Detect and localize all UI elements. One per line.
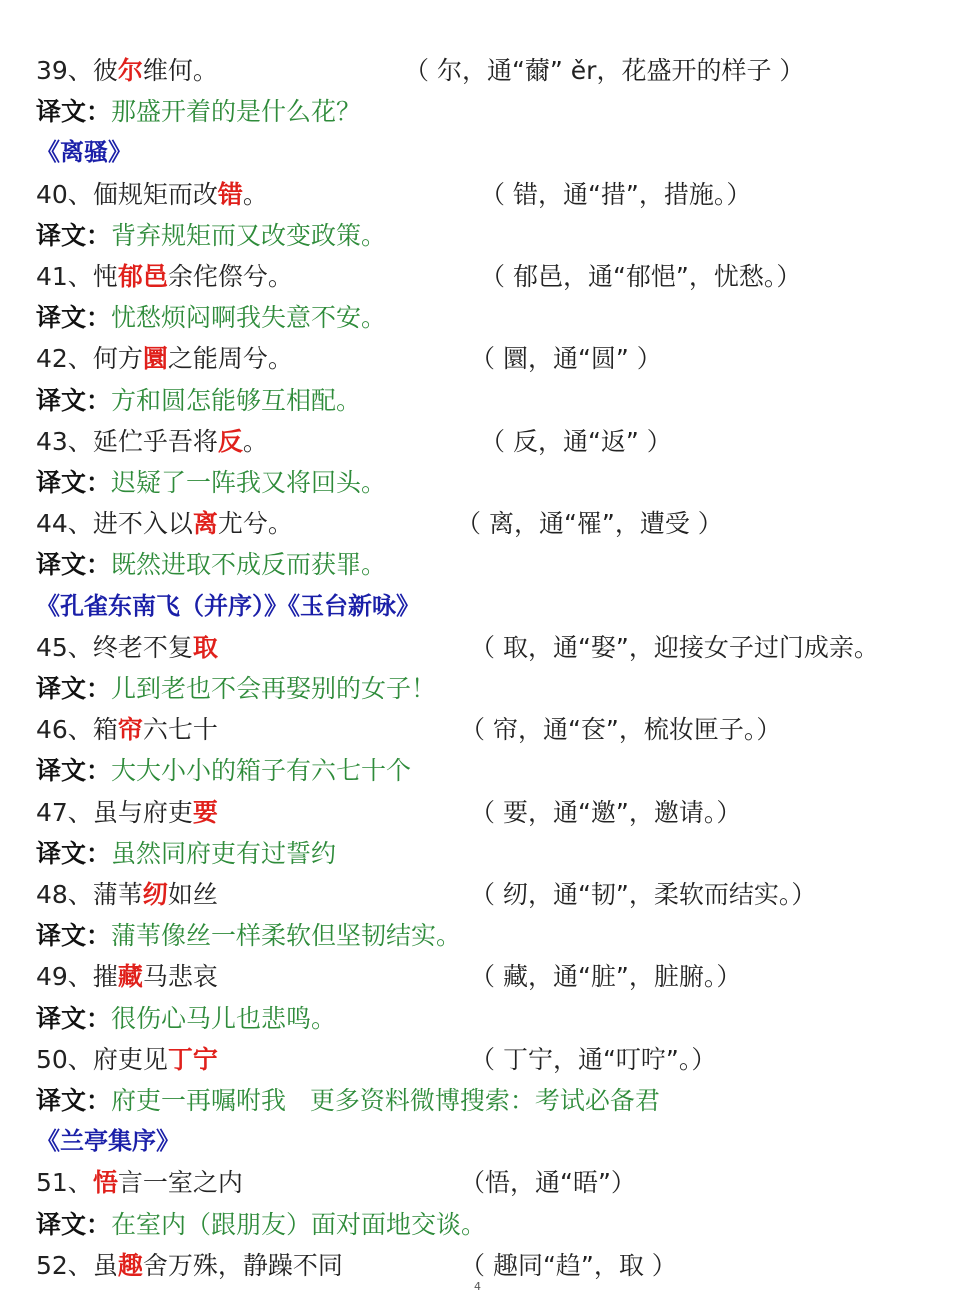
- highlighted-character: 丁宁: [167, 1044, 218, 1074]
- line-number: 48、: [36, 880, 93, 909]
- translation-text: 很伤心马儿也悲鸣。: [111, 1003, 337, 1033]
- source-text: 如丝: [167, 880, 218, 909]
- source-line: [36, 792, 742, 833]
- highlighted-character: 藏: [117, 962, 143, 992]
- translation-line: [36, 215, 386, 256]
- annotation-note: （ 尔，通“薾” ěr，花盛开的样子 ）: [404, 56, 805, 85]
- line-number: 39、: [36, 56, 93, 85]
- line-number: 42、: [36, 344, 93, 374]
- source-line: [36, 338, 662, 379]
- translation-label: 译文：: [36, 468, 112, 497]
- highlighted-character: 离: [192, 509, 218, 539]
- translation-text: 府吏一再嘱咐我 更多资料微博搜索：考试必备君: [111, 1086, 660, 1115]
- translation-label: 译文：: [36, 1003, 112, 1033]
- annotation-note: （悟，通“晤”）: [460, 1168, 636, 1198]
- source-text: 尤兮。: [217, 509, 293, 539]
- line-number: 43、: [36, 426, 93, 456]
- translation-line: [36, 297, 386, 338]
- source-text: 蒲苇: [92, 880, 143, 909]
- translation-label: 译文：: [36, 385, 112, 415]
- translation-text: 虽然同府吏有过誓约: [111, 838, 337, 868]
- source-line: [36, 503, 723, 544]
- translation-line: [36, 1080, 660, 1121]
- page-number: 4: [474, 1280, 481, 1293]
- translation-label: 译文：: [36, 1209, 112, 1239]
- source-text: 箱: [92, 715, 118, 745]
- line-number: 45、: [36, 632, 93, 662]
- highlighted-character: 趣: [117, 1250, 143, 1280]
- annotation-note: （ 纫，通“韧”，柔软而结实。）: [470, 880, 817, 909]
- source-text: 六七十: [142, 715, 218, 745]
- source-line: [36, 874, 817, 915]
- source-line: [36, 956, 742, 997]
- section-heading: 《孔雀东南飞（并序）》《玉台新咏》: [36, 591, 420, 620]
- highlighted-character: 悟: [92, 1168, 118, 1198]
- source-text: 府吏见: [92, 1044, 168, 1074]
- source-text: 马悲哀: [142, 962, 218, 992]
- source-line: [36, 174, 752, 215]
- annotation-note: （ 要，通“邀”，邀请。）: [470, 797, 742, 827]
- section-heading: 《兰亭集序》: [36, 1127, 180, 1156]
- translation-line: [36, 998, 336, 1039]
- annotation-note: （ 丁宁，通“叮咛”。）: [470, 1044, 717, 1074]
- source-text: 忳: [92, 262, 118, 291]
- translation-line: [36, 544, 386, 585]
- source-line: [36, 1039, 717, 1080]
- translation-text: 方和圆怎能够互相配。: [111, 385, 362, 415]
- source-text: 延伫乎吾将: [92, 426, 218, 456]
- line-number: 47、: [36, 797, 93, 827]
- translation-label: 译文：: [36, 303, 112, 333]
- translation-line: [36, 915, 461, 956]
- highlighted-character: 尔: [117, 56, 143, 85]
- translation-label: 译文：: [36, 921, 112, 951]
- line-number: 50、: [36, 1044, 93, 1074]
- annotation-note: （ 反，通“返” ）: [480, 426, 672, 456]
- translation-label: 译文：: [36, 674, 112, 703]
- translation-label: 译文：: [36, 220, 112, 250]
- annotation-note: （ 藏，通“脏”，脏腑。）: [470, 962, 742, 992]
- source-line: [36, 1162, 636, 1203]
- translation-line: [36, 1204, 486, 1245]
- translation-label: 译文：: [36, 1086, 112, 1115]
- source-line: [36, 709, 782, 750]
- source-text: 。: [242, 426, 268, 456]
- highlighted-character: 纫: [142, 880, 168, 909]
- highlighted-character: 圜: [142, 344, 168, 374]
- translation-text: 忧愁烦闷啊我失意不安。: [111, 303, 387, 333]
- annotation-note: （ 离，通“罹”，遭受 ）: [456, 509, 723, 539]
- line-number: 52、: [36, 1250, 93, 1280]
- translation-line: [36, 91, 361, 132]
- translation-text: 在室内（跟朋友）面对面地交谈。: [111, 1209, 487, 1239]
- highlighted-character: 要: [192, 797, 218, 827]
- source-text: 摧: [92, 962, 118, 992]
- annotation-note: （ 错，通“措”，措施。）: [480, 179, 752, 209]
- source-text: 之能周兮。: [167, 344, 293, 374]
- line-number: 49、: [36, 962, 93, 992]
- source-text: 言一室之内: [117, 1168, 243, 1198]
- translation-line: [36, 668, 436, 709]
- source-line: [36, 50, 805, 91]
- translation-line: [36, 462, 386, 503]
- line-number: 51、: [36, 1168, 93, 1198]
- translation-line: [36, 380, 361, 421]
- line-number: 40、: [36, 179, 93, 209]
- translation-line: [36, 750, 411, 791]
- annotation-note: （ 圜，通“圆” ）: [470, 344, 662, 374]
- source-text: 何方: [92, 344, 143, 374]
- annotation-note: （ 趣同“趋”，取 ）: [460, 1250, 677, 1280]
- source-text: 舍万殊，静躁不同: [142, 1250, 343, 1280]
- translation-text: 那盛开着的是什么花？: [111, 97, 362, 127]
- translation-line: [36, 833, 336, 874]
- source-text: 偭规矩而改: [92, 179, 218, 209]
- highlighted-character: 帘: [117, 715, 143, 745]
- source-text: 终老不复: [92, 632, 193, 662]
- translation-text: 儿到老也不会再娶别的女子！: [111, 674, 437, 703]
- source-text: 余侘傺兮。: [167, 262, 293, 291]
- translation-text: 迟疑了一阵我又将回头。: [111, 468, 387, 497]
- highlighted-character: 取: [192, 632, 218, 662]
- source-line: [36, 1245, 677, 1286]
- source-line: [36, 421, 672, 462]
- translation-label: 译文：: [36, 838, 112, 868]
- translation-label: 译文：: [36, 550, 112, 580]
- section-heading: 《离骚》: [36, 138, 132, 167]
- annotation-note: （ 郁邑，通“郁悒”，忧愁。）: [480, 262, 802, 291]
- source-text: 虽: [92, 1250, 118, 1280]
- highlighted-character: 错: [217, 179, 243, 209]
- source-text: 维何。: [142, 56, 218, 85]
- annotation-note: （ 取，通“娶”，迎接女子过门成亲。: [470, 632, 879, 662]
- source-line: [36, 256, 802, 297]
- translation-text: 背弃规矩而又改变政策。: [111, 220, 387, 250]
- translation-label: 译文：: [36, 97, 112, 127]
- translation-text: 既然进取不成反而获罪。: [111, 550, 387, 580]
- line-number: 46、: [36, 715, 93, 745]
- highlighted-character: 反: [217, 426, 243, 456]
- source-text: 。: [242, 179, 268, 209]
- source-text: 进不入以: [92, 509, 193, 539]
- line-number: 44、: [36, 509, 93, 539]
- source-text: 彼: [92, 56, 118, 85]
- annotation-note: （ 帘，通“奁”，梳妆匣子。）: [460, 715, 782, 745]
- translation-text: 大大小小的箱子有六七十个: [111, 756, 412, 786]
- translation-text: 蒲苇像丝一样柔软但坚韧结实。: [111, 921, 462, 951]
- source-text: 虽与府吏: [92, 797, 193, 827]
- translation-label: 译文：: [36, 756, 112, 786]
- source-line: [36, 627, 879, 668]
- line-number: 41、: [36, 262, 93, 291]
- highlighted-character: 郁邑: [117, 262, 168, 291]
